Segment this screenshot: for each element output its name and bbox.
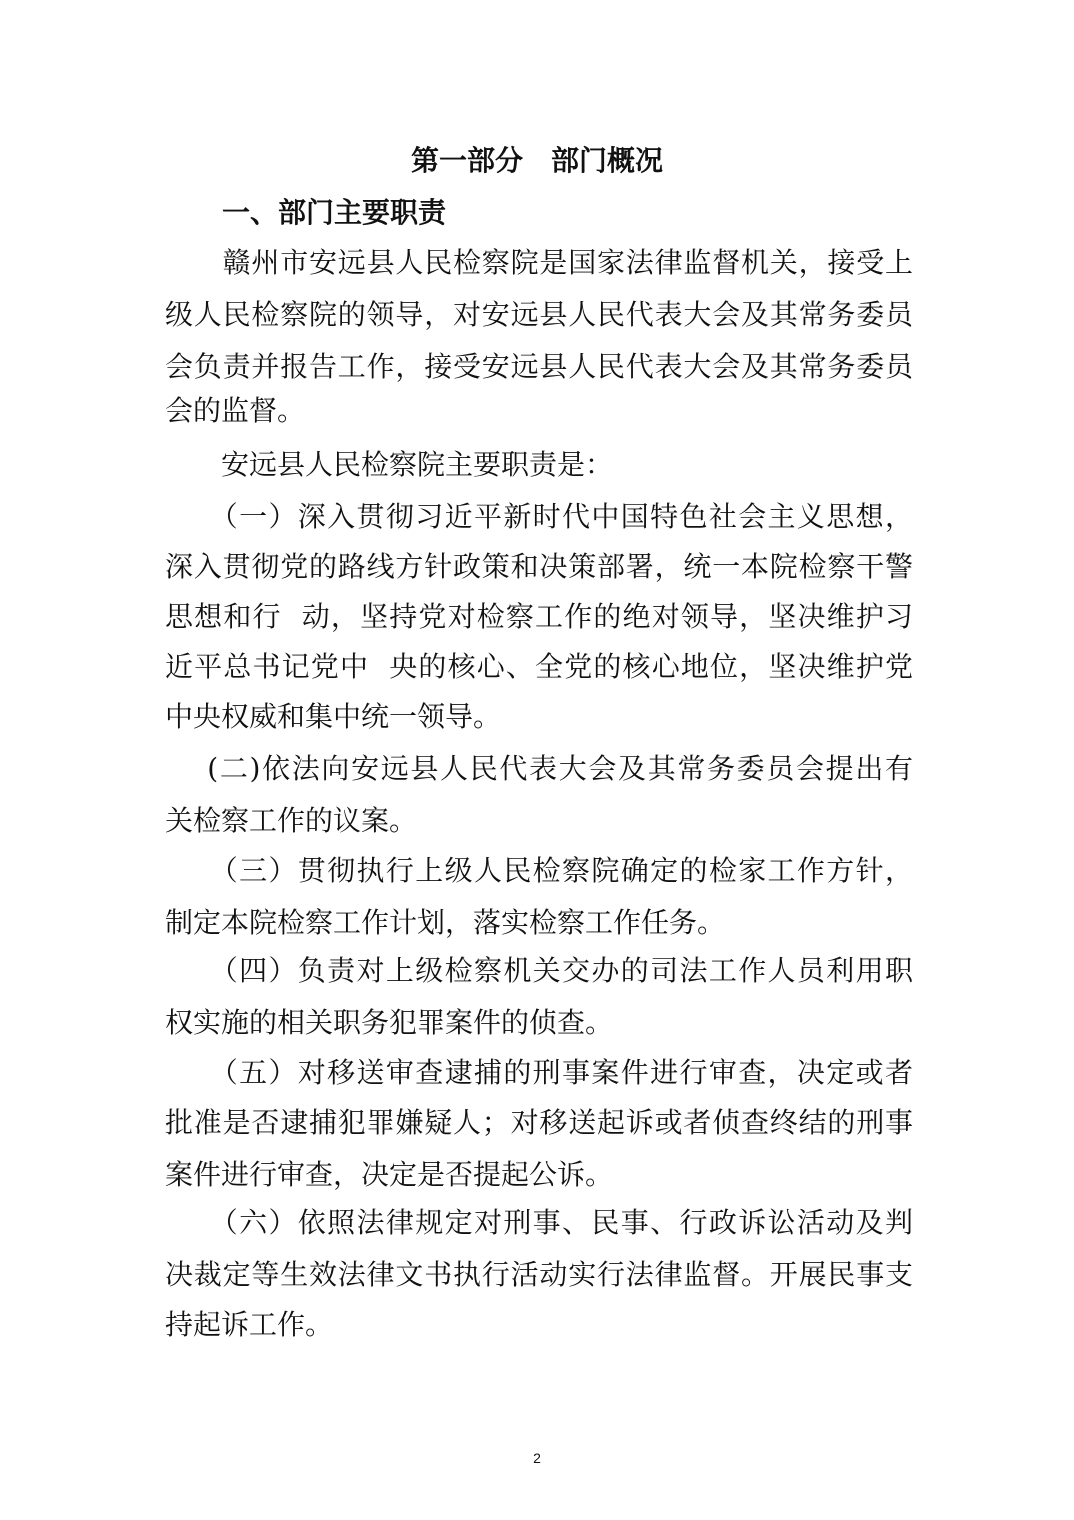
body-line: 会负责并报告工作，接受安远县人民代表大会及其常务委员 [165, 350, 913, 383]
page-number: 2 [533, 1450, 541, 1466]
body-line: （四）负责对上级检察机关交办的司法工作人员利用职 [165, 954, 913, 987]
body-line: 关检察工作的议案。 [165, 804, 418, 837]
body-line: 级人民检察院的领导，对安远县人民代表大会及其常务委员 [165, 298, 913, 331]
body-line: 决裁定等生效法律文书执行活动实行法律监督。开展民事支 [165, 1258, 913, 1291]
body-line: 权实施的相关职务犯罪案件的侦查。 [165, 1006, 614, 1039]
body-line: （六）依照法律规定对刑事、民事、行政诉讼活动及判 [165, 1206, 913, 1239]
body-line: （一）深入贯彻习近平新时代中国特色社会主义思想， [165, 500, 913, 533]
body-line: 持起诉工作。 [165, 1308, 334, 1341]
body-line: 赣州市安远县人民检察院是国家法律监督机关，接受上 [165, 246, 913, 279]
body-line: 制定本院检察工作计划，落实检察工作任务。 [165, 906, 726, 939]
body-line: 近平总书记党中 央的核心、全党的核心地位，坚决维护党 [165, 650, 913, 683]
body-line: 中央权威和集中统一领导。 [165, 700, 502, 733]
body-line: （五）对移送审查逮捕的刑事案件进行审查，决定或者 [165, 1056, 913, 1089]
section-heading: 一、部门主要职责 [222, 196, 447, 229]
body-line: (二)依法向安远县人民代表大会及其常务委员会提出有 [165, 752, 913, 785]
body-line: 深入贯彻党的路线方针政策和决策部署，统一本院检察干警 [165, 550, 913, 583]
body-line: 会的监督。 [165, 394, 306, 427]
body-line: 思想和行 动，坚持党对检察工作的绝对领导，坚决维护习 [165, 600, 913, 633]
page-title: 第一部分 部门概况 [410, 144, 663, 177]
body-line: 安远县人民检察院主要职责是： [165, 448, 614, 481]
body-line: （三）贯彻执行上级人民检察院确定的检家工作方针， [165, 854, 913, 887]
body-line: 批准是否逮捕犯罪嫌疑人；对移送起诉或者侦查终结的刑事 [165, 1106, 913, 1139]
body-line: 案件进行审查，决定是否提起公诉。 [165, 1158, 614, 1191]
